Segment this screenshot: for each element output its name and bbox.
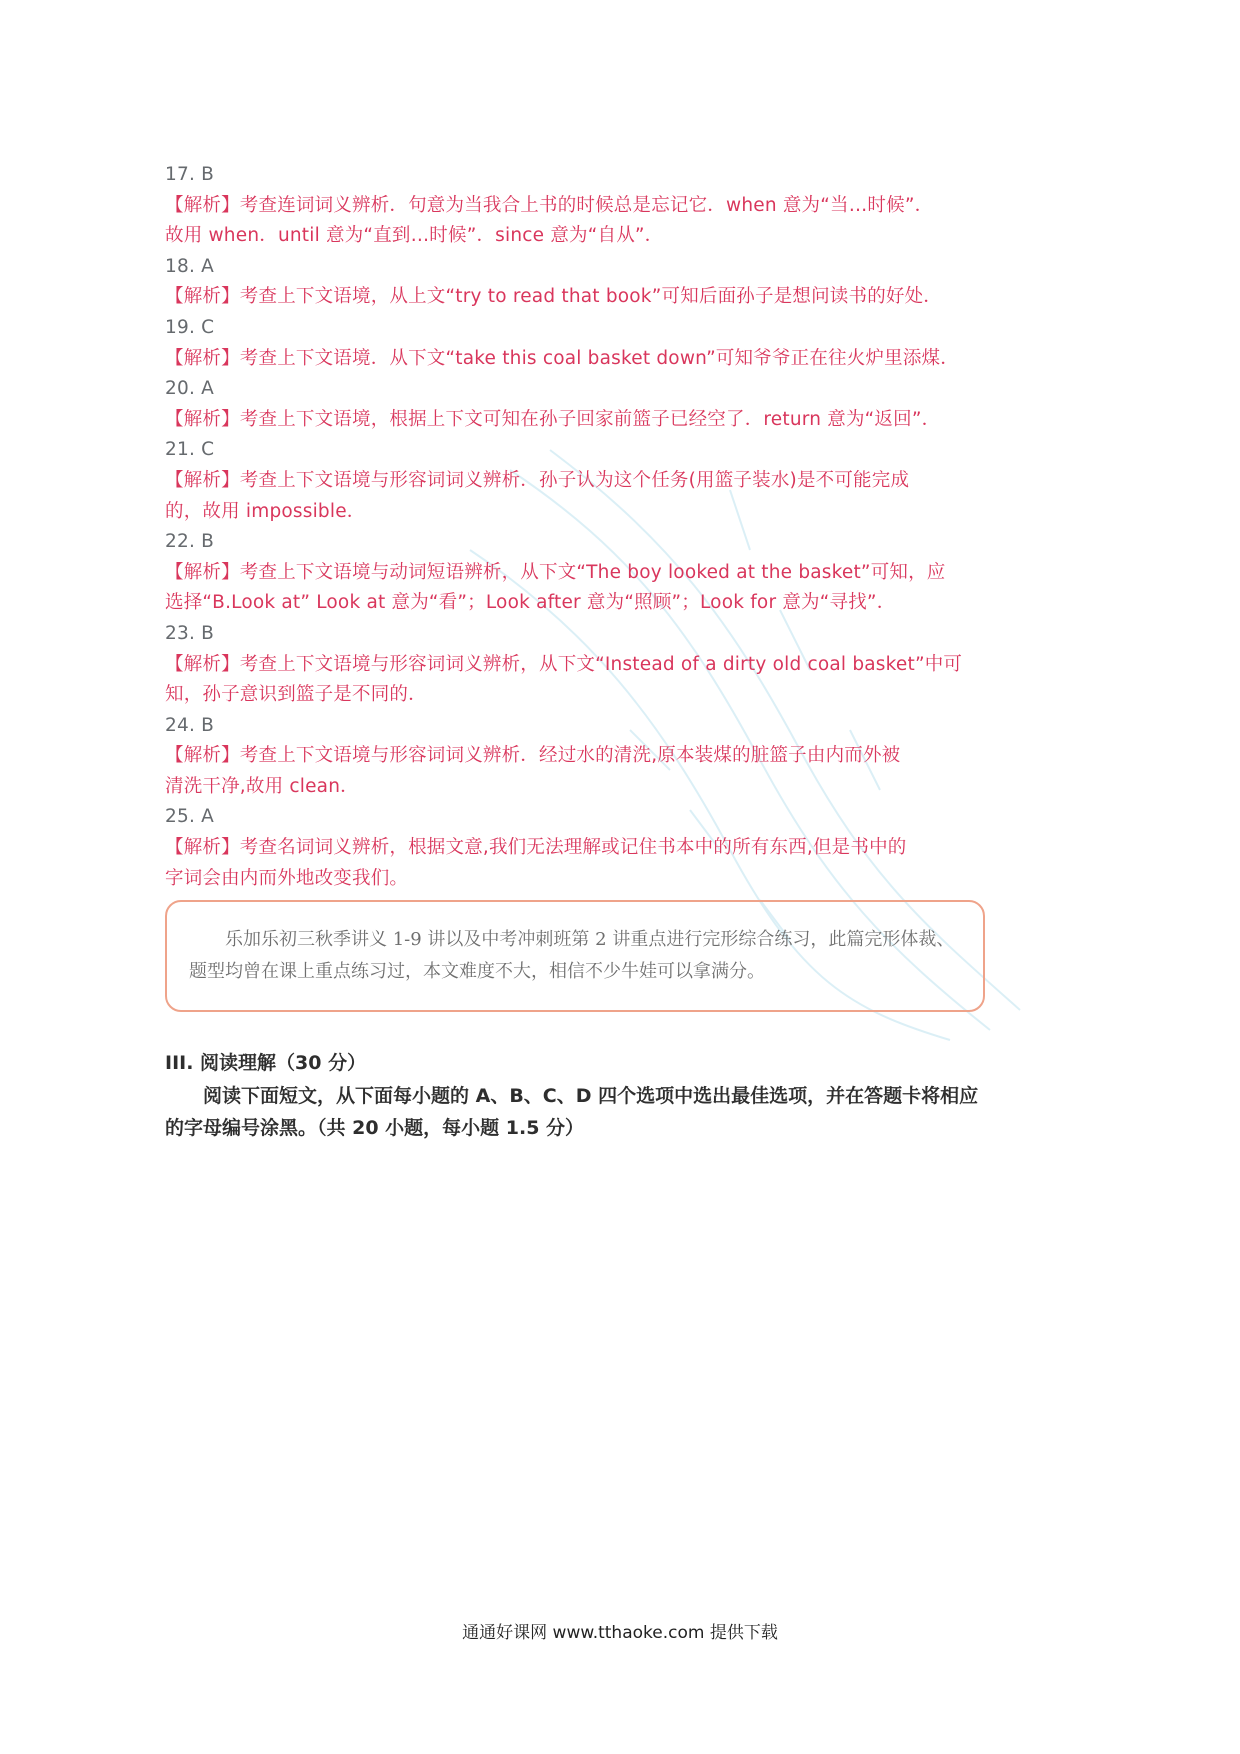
answer-23-explanation-line-1: 【解析】考查上下文语境与形容词词义辨析，从下文“Instead of a dirty old coal basket”中可 (165, 653, 963, 675)
answer-23-explanation-line-2: 知，孙子意识到篮子是不同的． (165, 684, 427, 706)
answer-22-number: 22. B (165, 531, 214, 553)
answer-17-explanation-line-1: 【解析】考查连词词义辨析．句意为当我合上书的时候总是忘记它．when 意为“当…时候”． (165, 194, 934, 216)
answer-22-explanation-line-1: 【解析】考查上下文语境与动词短语辨析，从下文“The boy looked at the basket”可知，应 (165, 561, 946, 583)
answer-17-number: 17. B (165, 164, 214, 185)
answer-22-explanation-line-2: 选择“B.Look at” Look at 意为“看”；Look after 意为“照顾”；Look for 意为“寻找”． (165, 592, 896, 614)
answer-18-explanation-line-1: 【解析】考查上下文语境，从上文“try to read that book”可知后面孙子是想问读书的好处． (165, 286, 942, 308)
answer-18-number: 18. A (165, 255, 214, 277)
answer-23-number: 23. B (165, 622, 214, 644)
footer-credit: 通通好课网 www.tthaoke.com 提供下载 (462, 1623, 778, 1643)
answer-21-explanation-line-1: 【解析】考查上下文语境与形容词词义辨析．孙子认为这个任务(用篮子装水)是不可能完成 (165, 469, 910, 491)
answer-19-explanation-line-1: 【解析】考查上下文语境．从下文“take this coal basket down”可知爷爷正在往火炉里添煤． (165, 347, 959, 369)
section-instruction: 阅读下面短文，从下面每小题的 A、B、C、D 四个选项中选出最佳选项，并在答题卡将相应的字母编号涂黑。（共 20 小题，每小题 1.5 分） (165, 1085, 979, 1139)
answer-24-number: 24. B (165, 714, 214, 736)
answer-21-number: 21. C (165, 439, 215, 461)
answer-25-explanation-line-1: 【解析】考查名词词义辨析，根据文意,我们无法理解或记住书本中的所有东西,但是书中的 (165, 837, 907, 859)
answer-25-number: 25. A (165, 806, 214, 828)
answer-24-explanation-line-2: 清洗干净,故用 clean． (165, 775, 359, 797)
answer-list (165, 160, 995, 894)
answer-17-explanation-line-2: 故用 when．until 意为“直到…时候”．since 意为“自从”． (165, 225, 664, 247)
answer-21-explanation-line-2: 的，故用 impossible． (165, 500, 366, 522)
teacher-note-text: 乐加乐初三秋季讲义 1-9 讲以及中考冲刺班第 2 讲重点进行完形综合练习，此篇完形体裁、题型均曾在课上重点练习过，本文难度不大，相信不少牛娃可以拿满分。 (189, 929, 955, 982)
answer-25-explanation-line-2: 字词会由内而外地改变我们。 (165, 867, 409, 889)
answer-20-explanation-line-1: 【解析】考查上下文语境，根据上下文可知在孙子回家前篮子已经空了．return 意为“返回”． (165, 408, 941, 430)
answer-20-number: 20. A (165, 378, 214, 400)
section-title: III. 阅读理解（30 分） (165, 1052, 367, 1074)
teacher-note-box (165, 900, 985, 1012)
answer-24-explanation-line-1: 【解析】考查上下文语境与形容词词义辨析．经过水的清洗,原本装煤的脏篮子由内而外被 (165, 745, 901, 767)
answer-19-number: 19. C (165, 316, 215, 338)
